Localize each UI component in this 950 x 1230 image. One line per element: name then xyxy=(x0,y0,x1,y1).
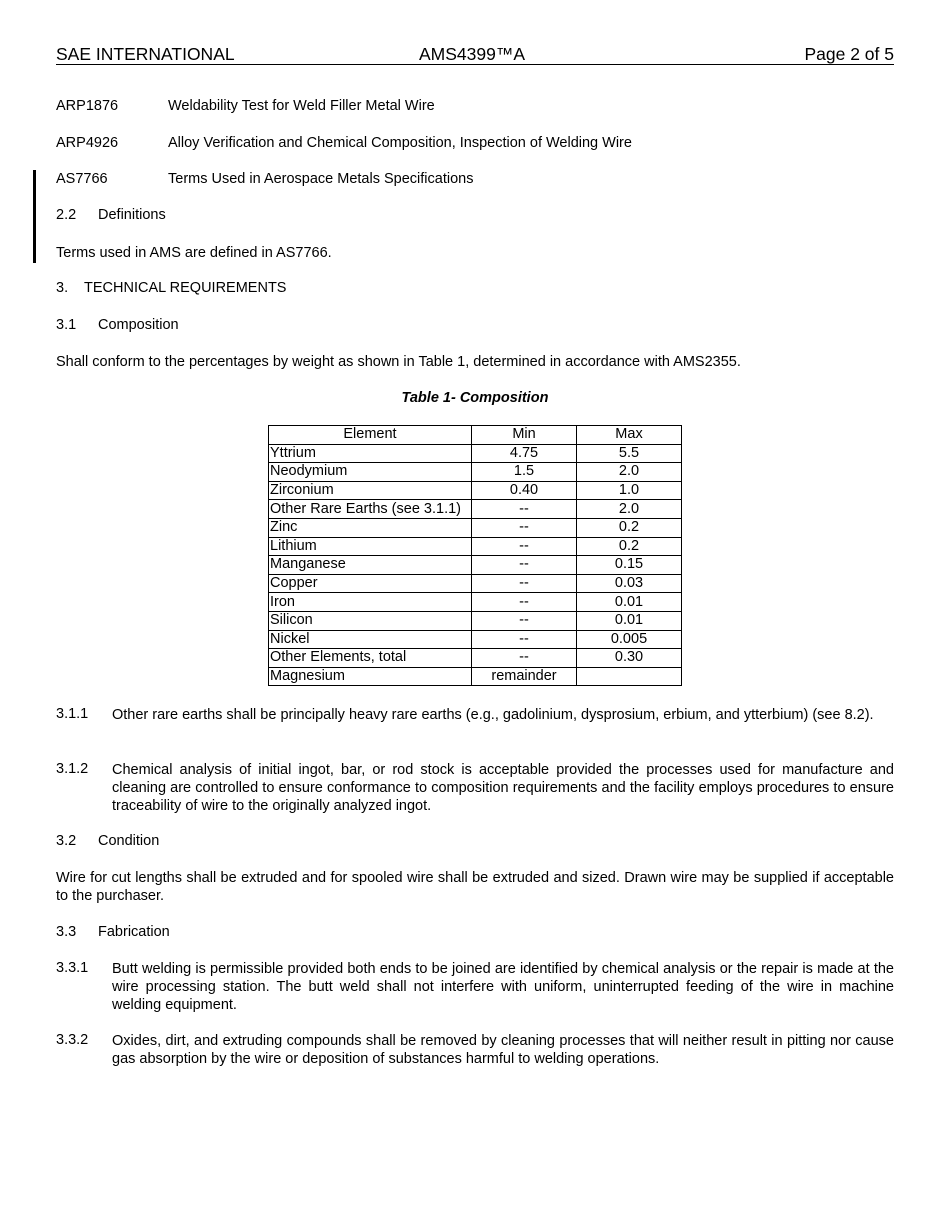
cell-element: Other Rare Earths (see 3.1.1) xyxy=(269,500,472,519)
table-header-row xyxy=(269,426,682,445)
table-row xyxy=(269,444,682,463)
section-title-technical-requirements: TECHNICAL REQUIREMENTS xyxy=(84,280,287,296)
table-row xyxy=(269,463,682,482)
header-org: SAE INTERNATIONAL xyxy=(56,44,235,64)
butt-welding-paragraph: Butt welding is permissible provided both ends to be joined are identified by chemical analysis or the repair is made at the wire processing station. The butt weld shall not interfere with uniform, uninterrupted feeding of the wire in machine welding equipment. xyxy=(112,961,894,1013)
cell-min: -- xyxy=(472,630,577,649)
cell-element: Neodymium xyxy=(269,463,472,482)
cell-element: Yttrium xyxy=(269,444,472,463)
reference-code: AS7766 xyxy=(56,171,108,187)
cell-max xyxy=(577,667,682,686)
cell-max: 2.0 xyxy=(577,500,682,519)
section-number-3-1-2: 3.1.2 xyxy=(56,761,89,777)
table-row xyxy=(269,518,682,537)
table-row xyxy=(269,500,682,519)
section-number-2-2: 2.2 xyxy=(56,207,77,223)
chemical-analysis-paragraph: Chemical analysis of initial ingot, bar, or rod stock is acceptable provided the processes used for manufacture and cleaning are controlled to ensure conformance to composition requirements and the facility employs procedures to ensure traceability of wire to the originally analyzed ingot. xyxy=(112,762,894,814)
header-element: Element xyxy=(269,426,472,445)
section-title-composition: Composition xyxy=(98,317,179,333)
cell-max: 5.5 xyxy=(577,444,682,463)
composition-paragraph: Shall conform to the percentages by weight as shown in Table 1, determined in accordance with AMS2355. xyxy=(56,354,741,370)
rare-earths-paragraph: Other rare earths shall be principally heavy rare earths (e.g., gadolinium, dysprosium, erbium, and ytterbium) (see 8.2). xyxy=(112,707,874,723)
header-doc-id: AMS4399™A xyxy=(419,44,526,64)
reference-code: ARP4926 xyxy=(56,135,119,151)
cell-min: -- xyxy=(472,556,577,575)
section-number-3-2: 3.2 xyxy=(56,833,77,849)
table-row xyxy=(269,649,682,668)
cell-element: Nickel xyxy=(269,630,472,649)
reference-title: Alloy Verification and Chemical Composition, Inspection of Welding Wire xyxy=(168,135,632,151)
cell-min: -- xyxy=(472,518,577,537)
section-title-condition: Condition xyxy=(98,833,160,849)
section-number-3-1-1: 3.1.1 xyxy=(56,706,89,722)
cell-max: 1.0 xyxy=(577,481,682,500)
page-header xyxy=(56,44,894,65)
cell-element: Iron xyxy=(269,593,472,612)
section-title-definitions: Definitions xyxy=(98,207,166,223)
cell-max: 0.01 xyxy=(577,611,682,630)
reference-code: ARP1876 xyxy=(56,98,119,114)
cell-min: remainder xyxy=(472,667,577,686)
table-caption: Table 1- Composition xyxy=(401,390,549,406)
cell-max: 0.03 xyxy=(577,574,682,593)
table-row xyxy=(269,667,682,686)
revision-change-bar xyxy=(33,170,36,263)
cell-min: -- xyxy=(472,593,577,612)
cell-max: 0.005 xyxy=(577,630,682,649)
section-number-3-1: 3.1 xyxy=(56,317,77,333)
cell-max: 0.15 xyxy=(577,556,682,575)
table-row xyxy=(269,481,682,500)
table-row xyxy=(269,556,682,575)
reference-title: Terms Used in Aerospace Metals Specifications xyxy=(168,171,474,187)
section-number-3: 3. xyxy=(56,280,69,296)
cell-element: Magnesium xyxy=(269,667,472,686)
composition-table xyxy=(268,425,682,686)
cleaning-paragraph: Oxides, dirt, and extruding compounds shall be removed by cleaning processes that will neither result in pitting nor cause gas absorption by the wire or deposition of substances harmful to welding operations. xyxy=(112,1033,894,1067)
table-row xyxy=(269,611,682,630)
table-row xyxy=(269,630,682,649)
table-row xyxy=(269,574,682,593)
cell-min: -- xyxy=(472,500,577,519)
section-title-fabrication: Fabrication xyxy=(98,924,170,940)
table-row xyxy=(269,593,682,612)
cell-max: 0.01 xyxy=(577,593,682,612)
cell-min: 1.5 xyxy=(472,463,577,482)
section-number-3-3: 3.3 xyxy=(56,924,77,940)
cell-max: 0.30 xyxy=(577,649,682,668)
cell-min: -- xyxy=(472,649,577,668)
reference-title: Weldability Test for Weld Filler Metal Wire xyxy=(168,98,435,114)
cell-min: -- xyxy=(472,537,577,556)
cell-max: 0.2 xyxy=(577,537,682,556)
cell-element: Zirconium xyxy=(269,481,472,500)
header-page-number: Page 2 of 5 xyxy=(804,44,894,64)
condition-paragraph: Wire for cut lengths shall be extruded and for spooled wire shall be extruded and sized. Drawn wire may be supplied if acceptable to the purchaser. xyxy=(56,870,894,904)
cell-min: 0.40 xyxy=(472,481,577,500)
cell-element: Silicon xyxy=(269,611,472,630)
section-number-3-3-2: 3.3.2 xyxy=(56,1032,89,1048)
cell-min: 4.75 xyxy=(472,444,577,463)
section-number-3-3-1: 3.3.1 xyxy=(56,960,89,976)
cell-element: Manganese xyxy=(269,556,472,575)
cell-max: 2.0 xyxy=(577,463,682,482)
header-max: Max xyxy=(577,426,682,445)
table-row xyxy=(269,537,682,556)
cell-element: Zinc xyxy=(269,518,472,537)
cell-max: 0.2 xyxy=(577,518,682,537)
cell-min: -- xyxy=(472,574,577,593)
cell-element: Lithium xyxy=(269,537,472,556)
header-min: Min xyxy=(472,426,577,445)
cell-element: Copper xyxy=(269,574,472,593)
definitions-paragraph: Terms used in AMS are defined in AS7766. xyxy=(56,245,332,261)
cell-element: Other Elements, total xyxy=(269,649,472,668)
cell-min: -- xyxy=(472,611,577,630)
